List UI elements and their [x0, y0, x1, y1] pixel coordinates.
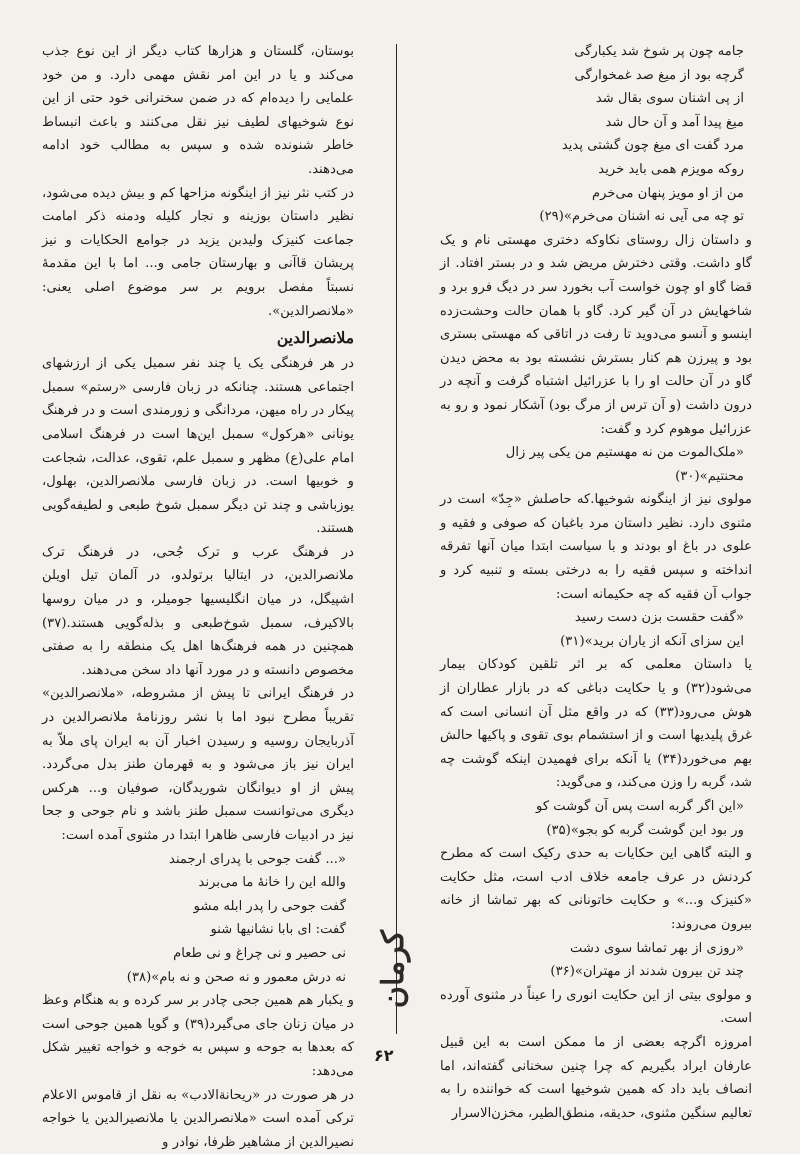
- verse-line: جامه چون پر شوخ شد یکبارگی: [574, 44, 744, 59]
- column-divider: [396, 44, 397, 1034]
- verse-line: گفت جوحی را پدر ابله مشو: [193, 898, 346, 914]
- verse-line: «این اگر گربه است پس آن گوشت کو: [536, 799, 744, 814]
- verse-line: «... گفت جوحی با پدرای ارجمند: [169, 851, 346, 867]
- verse-line: گرچه بود از میغ صد غمخوارگی: [574, 67, 744, 83]
- verse-line: من از او مویز پنهان می‌خرم: [591, 185, 744, 201]
- paragraph: در کتب نثر نیز از اینگونه مزاحها کم و بیش دیده می‌شود، نظیر داستان بوزینه و نجار کلیله ودمنه ذکر امامت جماعت کنیزک ولیدبن یزید در جوامع الحکایات و نیز پریشان قاآنی و بهارستان جامی و... اما با این مقدمهٔ نسبتاً مفصل برویم بر سر موضوع اصلی یعنی: «ملانصرالدین».: [42, 185, 354, 319]
- verse-line: میغ پیدا آمد و آن حال شد: [605, 114, 744, 130]
- verse-line: گفت: ای بابا نشانیها شنو: [210, 922, 346, 938]
- paragraph: و البته گاهی این حکایات به حدی رکیک است که مطرح کردنش در عرف جامعه خلاف ادب است، مثل حکایت «کنیزک و...» و حکایت خاتونانی که بهر تماشا از خانه بیرون می‌روند:: [440, 846, 752, 932]
- verse-line: تو چه می آیی نه اشنان می‌خرم»(۲۹): [539, 209, 744, 225]
- verse-line: «ملک‌الموت من نه مهستیم من یکی پیر زال محنتیم»(۳۰): [505, 445, 744, 484]
- verse-line: ور بود این گوشت گربه کو بجو»(۳۵): [546, 822, 744, 838]
- paragraph: در هر فرهنگی یک یا چند نفر سمبل یکی از ارزشهای اجتماعی هستند. چنانکه در زبان فارسی «رستم» سمبل پیکار در راه میهن، مردانگی و زورمندی است و در فرهنگ یونانی «هرکول» سمبل این‌ها است در فرهنگ اسلامی امام علی(ع) مظهر و سمبل علم، تقوی، عدالت، شجاعت و خوبیها است. در زبان فارسی ملانصرالدین، بهلول، یوزباشی و چند تن دیگر سمبل شوخ طبعی و لطیفه‌گویی هستند.: [42, 356, 354, 537]
- paragraph: و داستان زال روستای نکاوکه دختری مهستی نام و یک گاو داشت. وقتی دخترش مریض شد و در بستر افتاد. از قضا گاو او چون خواست آب بخورد سر در دیگ فرو برد و شاخهایش در آن گیر کرد. گاو با همان حالت وحشت‌زده اینسو و آنسو می‌دوید تا رفت در اتاقی که مهستی بستری بود و پیرزن هم کنار بسترش نشسته بود به محض دیدن گاو در آن حالت او را با عزرائیل اشتباه گرفت و آنچه در درون داشت (و آن ترس از مرگ بود) آشکار نمود و رو به عزرائیل موهوم کرد و گفت:: [440, 232, 752, 437]
- verse-line: نه درش معمور و نه صحن و نه بام»(۳۸): [126, 969, 346, 985]
- verse-line: «گفت حقست بزن دست رسید: [574, 610, 744, 626]
- left-column: [42, 40, 354, 1154]
- paragraph: در هر صورت در «ریحانةالادب» به نقل از قاموس الاعلام ترکی آمده است «ملانصرالدین یا ملانصیرالدین یا خواجه نصیرالدین از مشاهیر ظرفا، نوادر و: [42, 1087, 354, 1150]
- verse-line: مرد گفت ای میغ چون گشتی پدید: [561, 138, 744, 154]
- paragraph: بوستان، گلستان و هزارها کتاب دیگر از این نوع جذب می‌کند و یا در این امر نقش مهمی دارد. و من خود علمایی را دیده‌ام که در ضمن سخنرانی خود حتی از این نوع شوخیهای لطیف نیز نقل می‌کنند و باعث انبساط خاطر شنونده شده و سپس به مطالب خود ادامه می‌دهند.: [42, 44, 354, 177]
- verse-line: «روزی از بهر تماشا سوی دشت: [570, 940, 744, 956]
- verse-line: این سزای آنکه از یاران برید»(۳۱): [560, 633, 744, 649]
- paragraph: یا داستان معلمی که بر اثر تلقین کودکان بیمار می‌شود(۳۲) و یا حکایت دباغی که در بازار عطاران از هوش می‌رود(۳۳) که در واقع مثل آن انسانی است که غرق پلیدیها است و از استشمام بوی تقوی و پاکیها حالش بهم می‌خورد(۳۴) یا آنکه برای فهمیدن اینکه گوشت چه شد، گربه را وزن می‌کند، و می‌گوید:: [440, 657, 752, 791]
- paragraph: و مولوی بیتی از این حکایت انوری را عیناً در مثنوی آورده است.: [440, 987, 752, 1027]
- right-column: [440, 40, 752, 1125]
- verse-line: روکه مویزم همی باید خرید: [598, 161, 744, 177]
- verse-line: از پی اشنان سوی بقال شد: [595, 91, 744, 107]
- paragraph: در فرهنگ ایرانی تا پیش از مشروطه، «ملانصرالدین» تقریباً مطرح نبود اما با نشر روزنامهٔ ملانصرالدین در آذربایجان روسیه و رسیدن اخبار آن به ایران پای ملاّ به ایران نیز باز می‌شود و به قهرمان طنز بدل می‌گردد. پیش از او دیوانگان شوریدگان، صوفیان و... هرکس دیگری می‌توانست سمبل طنز باشد و نام جوحی و جحا نیز در ادبیات فارسی ظاهرا ابتدا در مثنوی آمده است:: [42, 686, 354, 843]
- section-heading: ملانصرالدین: [276, 328, 354, 348]
- paragraph: مولوی نیز از اینگونه شوخیها.که حاصلش «جِدّ» است در مثنوی دارد. نظیر داستان مرد باغبان که صوفی و فقیه و علوی در باغ او بودند و با سیاست ابتدا میان آنها تفرقه انداخته و سپس فقیه را به درختی بسته و تنبیه کرد و جواب آن فقیه که چه حکیمانه است:: [440, 492, 752, 602]
- page-number: ۶۲: [374, 1046, 394, 1065]
- logo-text: کرمان: [376, 930, 411, 1009]
- verse-line: چند تن بیرون شدند از مهتران»(۳۶): [550, 964, 744, 980]
- paragraph: در فرهنگ عرب و ترک جُحی، در فرهنگ ترک ملانصرالدین، در ایتالیا برتولدو، در آلمان تیل اویلن اشپیگل، در میان انگلیسیها جومیلر، و در میان روسها بالاکیرف، سمبل شوخ‌طبعی و بذله‌گویی هستند.(۳۷) همچنین در همه فرهنگ‌ها اهل یک منطقه را به صفتی مخصوص دانسته و در مورد آنها داد سخن می‌دهند.: [42, 544, 354, 678]
- paragraph: امروزه اگرچه بعضی از ما ممکن است به این قبیل عارفان ایراد بگیریم که چرا چنین سخنانی گفته‌اند، اما انصاف باید داد که همین شوخیها است که خواننده را به تعالیم سنگین مثنوی، حدیقه، منطق‌الطیر، مخزن‌الاسرار: [440, 1034, 752, 1121]
- verse-line: والله این را خانهٔ ما می‌برند: [198, 875, 346, 891]
- verse-line: نی حصیر و نی چراغ و نی طعام: [173, 945, 346, 961]
- paragraph: و یکبار هم همین جحی چادر بر سر کرده و به هنگام وعظ در میان زنان جای می‌گیرد(۳۹) و گویا همین جوحی است که بعدها به جوحه و سپس به خوجه و خواجه تغییر شکل می‌دهد:: [42, 993, 354, 1079]
